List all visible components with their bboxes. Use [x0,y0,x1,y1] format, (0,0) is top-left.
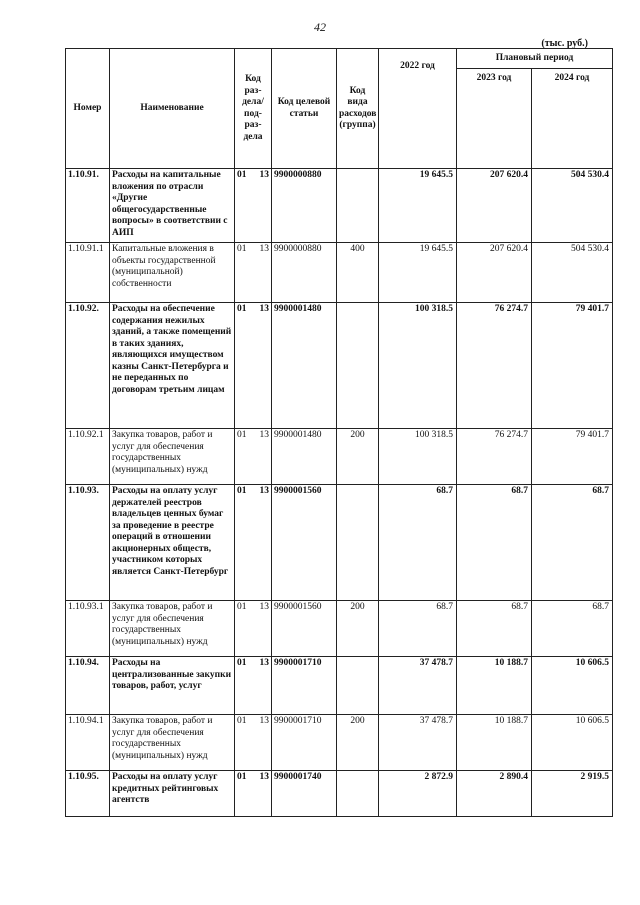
row-2024-value: 2 919.5 [532,771,613,817]
row-2022-value: 100 318.5 [379,429,457,485]
row-expense-type: 200 [337,601,379,657]
budget-table [65,48,613,817]
row-section: 01 [237,244,247,254]
page-number: 42 [314,20,326,34]
row-2022-value: 37 478.7 [379,657,457,715]
row-2023-value: 68.7 [457,485,532,601]
row-target-code: 9900000880 [272,243,337,303]
row-name: Капитальные вложения в объекты государственной (муниципальной) собственности [110,243,235,303]
row-target-code: 9900001710 [272,715,337,771]
row-number: 1.10.93. [66,485,110,601]
row-2023-value: 76 274.7 [457,429,532,485]
row-section: 01 [237,486,247,496]
row-number: 1.10.91. [66,169,110,243]
row-section: 01 [237,170,247,180]
row-section-code [235,657,272,715]
row-section: 01 [237,658,247,668]
row-2024-value: 504 530.4 [532,169,613,243]
row-2023-value: 2 890.4 [457,771,532,817]
row-name: Закупка товаров, работ и услуг для обеспечения государственных (муниципальных) нужд [110,429,235,485]
row-name: Закупка товаров, работ и услуг для обеспечения государственных (муниципальных) нужд [110,601,235,657]
row-section-code [235,771,272,817]
row-name: Расходы на капитальные вложения по отрасли «Другие общегосударственные вопросы» в соответствии с АИП [110,169,235,243]
table-row [66,771,613,817]
row-section: 01 [237,602,247,612]
table-row [66,485,613,601]
table-row [66,657,613,715]
header-2024: 2024 год [532,69,613,169]
table-row [66,715,613,771]
row-section: 01 [237,716,247,726]
row-name: Расходы на оплату услуг кредитных рейтинговых агентств [110,771,235,817]
row-target-code: 9900000880 [272,169,337,243]
table-row [66,601,613,657]
row-target-code: 9900001710 [272,657,337,715]
row-section-code [235,601,272,657]
row-subsection: 13 [259,170,269,180]
row-2022-value: 19 645.5 [379,169,457,243]
row-2023-value: 207 620.4 [457,243,532,303]
row-2022-value: 19 645.5 [379,243,457,303]
row-subsection: 13 [259,430,269,440]
row-number: 1.10.94. [66,657,110,715]
row-subsection: 13 [259,486,269,496]
row-subsection: 13 [259,602,269,612]
row-expense-type [337,485,379,601]
row-section-code [235,715,272,771]
row-subsection: 13 [259,304,269,314]
row-expense-type: 200 [337,715,379,771]
row-section-code [235,169,272,243]
row-section-code [235,243,272,303]
row-subsection: 13 [259,658,269,668]
row-number: 1.10.92.1 [66,429,110,485]
table-row [66,303,613,429]
row-name: Закупка товаров, работ и услуг для обеспечения государственных (муниципальных) нужд [110,715,235,771]
row-subsection: 13 [259,772,269,782]
row-2024-value: 79 401.7 [532,429,613,485]
row-2022-value: 2 872.9 [379,771,457,817]
row-2024-value: 79 401.7 [532,303,613,429]
header-planning-period: Плановый период [457,49,613,69]
row-section: 01 [237,430,247,440]
row-name: Расходы на обеспечение содержания нежилых зданий, а также помещений в таких зданиях, являющихся имуществом казны Санкт-Петербурга и не переданных по договорам третьим лицам [110,303,235,429]
row-2022-value: 37 478.7 [379,715,457,771]
row-section-code [235,303,272,429]
header-2023: 2023 год [457,69,532,169]
row-section-code [235,429,272,485]
row-2022-value: 68.7 [379,601,457,657]
header-expense-type: Код вида расходов (группа) [337,49,379,169]
table-row [66,243,613,303]
row-2023-value: 207 620.4 [457,169,532,243]
row-2024-value: 504 530.4 [532,243,613,303]
row-name: Расходы на оплату услуг держателей реестров владельцев ценных бумаг за проведение в реестре операций в отношении акционерных обществ, участником которых является Санкт-Петербург [110,485,235,601]
row-number: 1.10.94.1 [66,715,110,771]
row-subsection: 13 [259,716,269,726]
header-name: Наименование [110,49,235,169]
row-number: 1.10.91.1 [66,243,110,303]
row-2024-value: 68.7 [532,485,613,601]
row-target-code: 9900001480 [272,303,337,429]
row-2023-value: 76 274.7 [457,303,532,429]
row-expense-type [337,303,379,429]
row-section: 01 [237,304,247,314]
row-2022-value: 100 318.5 [379,303,457,429]
row-2024-value: 68.7 [532,601,613,657]
header-2022: 2022 год [379,49,457,169]
row-expense-type: 400 [337,243,379,303]
table-row [66,429,613,485]
row-target-code: 9900001560 [272,601,337,657]
row-target-code: 9900001560 [272,485,337,601]
row-2024-value: 10 606.5 [532,657,613,715]
row-2024-value: 10 606.5 [532,715,613,771]
row-subsection: 13 [259,244,269,254]
row-2022-value: 68.7 [379,485,457,601]
row-expense-type [337,657,379,715]
row-name: Расходы на централизованные закупки товаров, работ, услуг [110,657,235,715]
row-2023-value: 10 188.7 [457,657,532,715]
row-section-code [235,485,272,601]
row-2023-value: 68.7 [457,601,532,657]
row-expense-type [337,771,379,817]
row-expense-type: 200 [337,429,379,485]
row-expense-type [337,169,379,243]
header-number: Номер [66,49,110,169]
row-number: 1.10.95. [66,771,110,817]
row-target-code: 9900001740 [272,771,337,817]
header-section: Код раз-дела/ под-раз-дела [235,49,272,169]
row-target-code: 9900001480 [272,429,337,485]
row-section: 01 [237,772,247,782]
header-target: Код целевой статьи [272,49,337,169]
row-2023-value: 10 188.7 [457,715,532,771]
row-number: 1.10.92. [66,303,110,429]
table-row [66,169,613,243]
row-number: 1.10.93.1 [66,601,110,657]
units-label: (тыс. руб.) [541,38,588,49]
